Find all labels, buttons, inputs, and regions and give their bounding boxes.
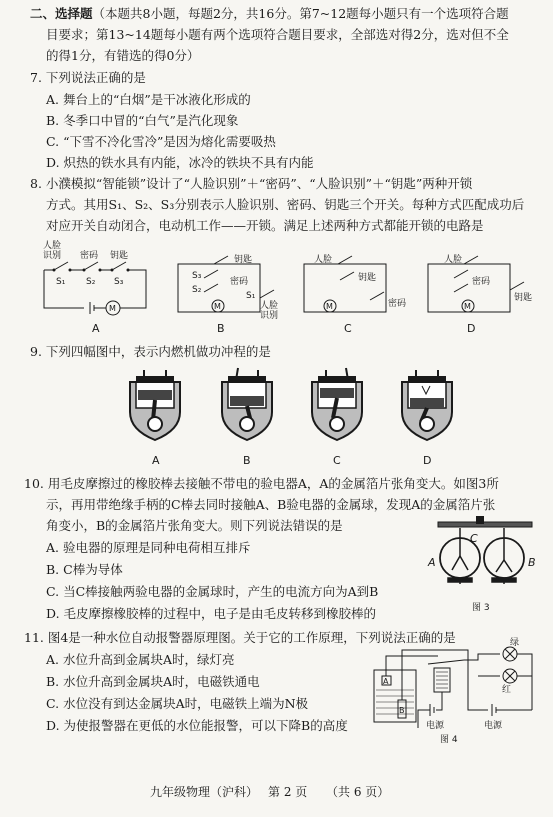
circuit-b-s3: S₃ (192, 271, 202, 281)
circuit-b-face-label-2: 识别 (260, 311, 279, 321)
q8-caption-d: D (467, 322, 476, 335)
section-intro-1: （本题共8小题，每题2分，共16分。第7~12题每小题只有一个选项符合题 (92, 6, 509, 21)
figure-4-source-right: 电源 (484, 721, 503, 731)
figure-4-block-a: A (383, 677, 389, 686)
figure-3-label-a: A (428, 556, 436, 569)
q10-stem-2: 示，再用带绝缘手柄的C棒去同时接触A、B验电器的金属球，发现A的金属箔片张 (46, 497, 496, 512)
q9-caption-a: A (152, 454, 160, 467)
q8-caption-a: A (92, 322, 100, 335)
q10-stem-1: 10. 用毛皮摩擦过的橡胶棒去接触不带电的验电器A，A的金属箔片张角变大。如图3所 (24, 476, 499, 491)
circuit-a-s2: S₂ (86, 277, 96, 287)
circuit-a-face-label-2: 识别 (43, 251, 62, 261)
circuit-c-face-label: 人脸 (314, 255, 333, 265)
circuit-b-motor: M (214, 302, 221, 311)
section-heading: 二、选择题 (30, 6, 93, 21)
circuit-a-s3: S₃ (114, 277, 124, 287)
circuit-b-face-label-1: 人脸 (260, 301, 279, 311)
circuit-a-face-label-1: 人脸 (43, 241, 62, 251)
figure-4-water-alarm (368, 640, 540, 744)
q10-stem-3: 角变小，B的金属箔片张角变大。则下列说法错误的是 (46, 518, 343, 533)
engine-d-icon (396, 366, 458, 450)
circuit-c-key-label: 钥匙 (358, 273, 377, 283)
section-intro-2: 目要求；第13~14题每小题有两个选项符合题目要求，全部选对得2分，选对但不全 (46, 27, 509, 42)
circuit-c-diagram (300, 250, 412, 320)
circuit-b-s1: S₁ (246, 291, 256, 301)
q8-stem-3: 对应开关自动闭合，电动机工作——开锁。满足上述两种方式都能开锁的电路是 (46, 218, 484, 233)
figure-4-caption: 图 4 (440, 735, 458, 745)
q7-option-c: C. “下雪不冷化雪冷”是因为熔化需要吸热 (46, 134, 276, 149)
section-intro-line-1 (30, 6, 509, 22)
circuit-a-key-label: 钥匙 (110, 251, 129, 261)
circuit-d-key-label: 钥匙 (514, 293, 533, 303)
footer-course: 九年级物理（沪科） (150, 785, 259, 799)
q9-caption-b: B (243, 454, 251, 467)
q9-caption-c: C (333, 454, 341, 467)
engine-c-icon (306, 366, 368, 450)
circuit-a-diagram (40, 240, 152, 318)
figure-3-label-c: C (470, 532, 478, 545)
figure-4-source-left: 电源 (426, 721, 445, 731)
q10-option-c: C. 当C棒接触两验电器的金属球时，产生的电流方向为A到B (46, 584, 379, 599)
q11-stem: 11. 图4是一种水位自动报警器原理图。关于它的工作原理，下列说法正确的是 (24, 630, 456, 645)
footer-total: （共 6 页） (326, 785, 390, 799)
q7-option-d: D. 炽热的铁水具有内能，冰冷的铁块不具有内能 (46, 155, 314, 170)
circuit-d-face-label: 人脸 (444, 255, 463, 265)
circuit-b-diagram (174, 250, 286, 320)
circuit-d-diagram (424, 250, 536, 320)
circuit-a-password-label: 密码 (80, 251, 99, 261)
q8-caption-b: B (217, 322, 225, 335)
circuit-c-password-label: 密码 (388, 299, 407, 309)
figure-3-caption: 图 3 (472, 603, 490, 613)
circuit-b-s2: S₂ (192, 285, 202, 295)
q7-option-b: B. 冬季口中冒的“白气”是汽化现象 (46, 113, 239, 128)
circuit-d-motor: M (464, 302, 471, 311)
circuit-a-motor: M (109, 304, 116, 313)
q7-stem: 7. 下列说法正确的是 (30, 70, 146, 85)
q11-option-a: A. 水位升高到金属块A时，绿灯亮 (46, 652, 235, 667)
q10-option-b: B. C棒为导体 (46, 562, 123, 577)
q8-stem-2: 方式。其用S₁、S₂、S₃分别表示人脸识别、密码、钥匙三个开关。每种方式匹配成功后 (46, 197, 525, 212)
figure-4-green-label: 绿 (510, 638, 520, 648)
footer-page: 第 2 页 (268, 785, 308, 799)
q11-option-d: D. 为使报警器在更低的水位能报警，可以下降B的高度 (46, 718, 348, 733)
figure-4-block-b: B (399, 706, 405, 715)
circuit-c-motor: M (326, 302, 333, 311)
q11-option-b: B. 水位升高到金属块A时，电磁铁通电 (46, 674, 260, 689)
circuit-b-password-label: 密码 (230, 277, 249, 287)
engine-a-icon (124, 366, 186, 450)
figure-3-electroscopes (428, 514, 538, 616)
figure-3-label-b: B (528, 556, 536, 569)
q8-stem-1: 8. 小濮模拟“智能锁”设计了“人脸识别”＋“密码”、“人脸识别”＋“钥匙”两种开锁 (30, 176, 473, 191)
q10-option-a: A. 验电器的原理是同种电荷相互排斥 (46, 540, 251, 555)
q10-option-d: D. 毛皮摩擦橡胶棒的过程中，电子是由毛皮转移到橡胶棒的 (46, 606, 377, 621)
figure-4-red-label: 红 (502, 685, 512, 695)
circuit-d-password-label: 密码 (472, 277, 491, 287)
q7-option-a: A. 舞台上的“白烟”是干冰液化形成的 (46, 92, 251, 107)
circuit-a-s1: S₁ (56, 277, 66, 287)
section-intro-3: 的得1分，有错选的得0分） (46, 48, 200, 63)
circuit-b-key-label: 钥匙 (234, 255, 253, 265)
engine-b-icon (216, 366, 278, 450)
q9-stem: 9. 下列四幅图中，表示内燃机做功冲程的是 (30, 344, 271, 359)
q11-option-c: C. 水位没有到达金属块A时，电磁铁上端为N极 (46, 696, 309, 711)
q8-caption-c: C (344, 322, 352, 335)
q9-caption-d: D (423, 454, 432, 467)
